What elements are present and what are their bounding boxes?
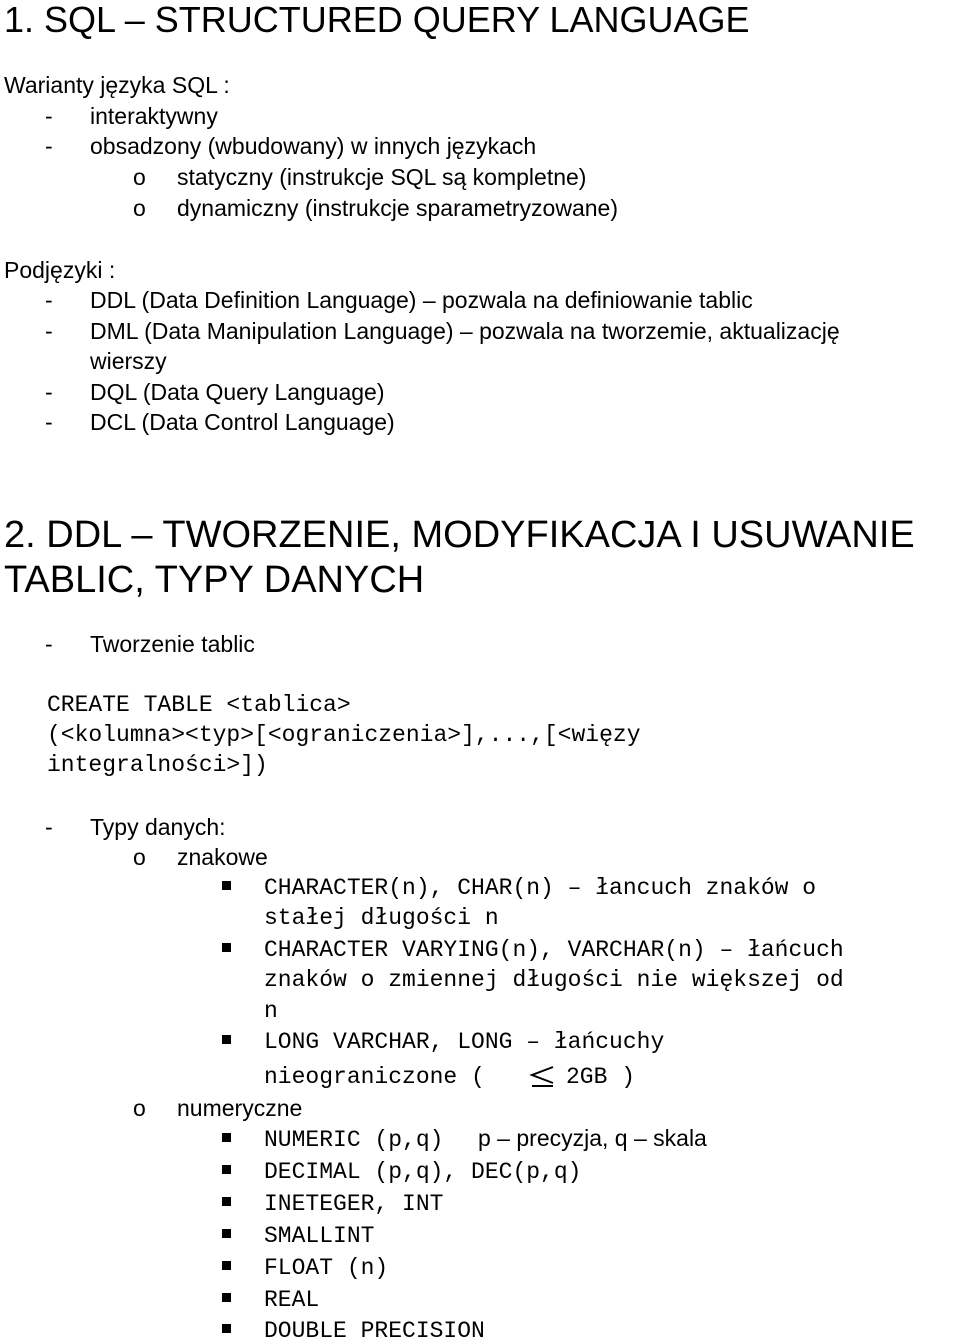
podjezyki-item-dql: DQL (Data Query Language)	[90, 379, 385, 405]
less-or-equal-icon	[527, 1064, 557, 1088]
znakowe-long-line: LONG VARCHAR, LONG – łańcuchy	[264, 1029, 665, 1055]
znakowe-varchar-line: CHARACTER VARYING(n), VARCHAR(n) – łańcuch	[264, 937, 844, 963]
decimal-type: DECIMAL (p,q), DEC(p,q)	[264, 1159, 582, 1185]
integer-type: INETEGER, INT	[264, 1191, 444, 1217]
warianty-subitem-statyczny: statyczny (instrukcje SQL są kompletne)	[177, 164, 587, 190]
dash-marker: -	[45, 814, 53, 840]
dash-marker: -	[45, 133, 53, 159]
dash-marker: -	[45, 318, 53, 344]
znakowe-varchar-line-cont2: n	[264, 998, 278, 1024]
podjezyki-item-dml-cont: wierszy	[90, 348, 167, 374]
real-type: REAL	[264, 1287, 320, 1313]
dash-marker: -	[45, 409, 53, 435]
square-bullet	[222, 1229, 231, 1238]
code-line-2: (<kolumna><typ>[<ograniczenia>],...,[<więzy	[47, 722, 641, 748]
znakowe-char-line: CHARACTER(n), CHAR(n) – łancuch znaków o	[264, 875, 817, 901]
podjezyki-item-ddl: DDL (Data Definition Language) – pozwala na definiowanie tablic	[90, 287, 753, 313]
warianty-subitem-dynamiczny: dynamiczny (instrukcje sparametryzowane)	[177, 195, 618, 221]
square-bullet	[222, 943, 231, 952]
numeric-description: p – precyzja, q – skala	[478, 1125, 707, 1151]
typy-danych-label: Typy danych:	[90, 814, 226, 840]
smallint-type: SMALLINT	[264, 1223, 375, 1249]
warianty-item-interaktywny: interaktywny	[90, 103, 218, 129]
warianty-heading: Warianty języka SQL :	[4, 72, 230, 98]
square-bullet	[222, 1197, 231, 1206]
float-type: FLOAT (n)	[264, 1255, 389, 1281]
square-bullet	[222, 1165, 231, 1174]
dash-marker: -	[45, 379, 53, 405]
section2-title-line2: TABLIC, TYPY DANYCH	[4, 559, 425, 601]
square-bullet	[222, 1324, 231, 1333]
circle-marker: o	[133, 844, 146, 870]
tworzenie-tablic: Tworzenie tablic	[90, 631, 255, 657]
section1-title: 1. SQL – STRUCTURED QUERY LANGUAGE	[4, 0, 750, 40]
znakowe-long-size: 2GB )	[566, 1064, 636, 1090]
square-bullet	[222, 1293, 231, 1302]
circle-marker: o	[133, 164, 146, 190]
dash-marker: -	[45, 631, 53, 657]
znakowe-long-line-cont: nieograniczone (	[264, 1064, 485, 1090]
square-bullet	[222, 1035, 231, 1044]
dash-marker: -	[45, 287, 53, 313]
podjezyki-heading: Podjęzyki :	[4, 257, 116, 283]
code-line-3: integralności>])	[47, 752, 268, 778]
podjezyki-item-dml: DML (Data Manipulation Language) – pozwala na tworzemie, aktualizację	[90, 318, 840, 344]
circle-marker: o	[133, 1095, 146, 1121]
square-bullet	[222, 881, 231, 890]
numeric-type: NUMERIC (p,q)	[264, 1127, 444, 1153]
podjezyki-item-dcl: DCL (Data Control Language)	[90, 409, 395, 435]
square-bullet	[222, 1133, 231, 1142]
znakowe-varchar-line-cont: znaków o zmiennej długości nie większej od	[264, 967, 844, 993]
double-precision-type: DOUBLE PRECISION	[264, 1318, 485, 1340]
znakowe-char-line-cont: stałej długości n	[264, 905, 499, 931]
znakowe-label: znakowe	[177, 844, 268, 870]
section2-title-line1: 2. DDL – TWORZENIE, MODYFIKACJA I USUWANIE	[4, 514, 915, 556]
code-line-1: CREATE TABLE <tablica>	[47, 692, 351, 718]
warianty-item-obsadzony: obsadzony (wbudowany) w innych językach	[90, 133, 537, 159]
numeryczne-label: numeryczne	[177, 1095, 303, 1121]
circle-marker: o	[133, 195, 146, 221]
dash-marker: -	[45, 103, 53, 129]
square-bullet	[222, 1261, 231, 1270]
